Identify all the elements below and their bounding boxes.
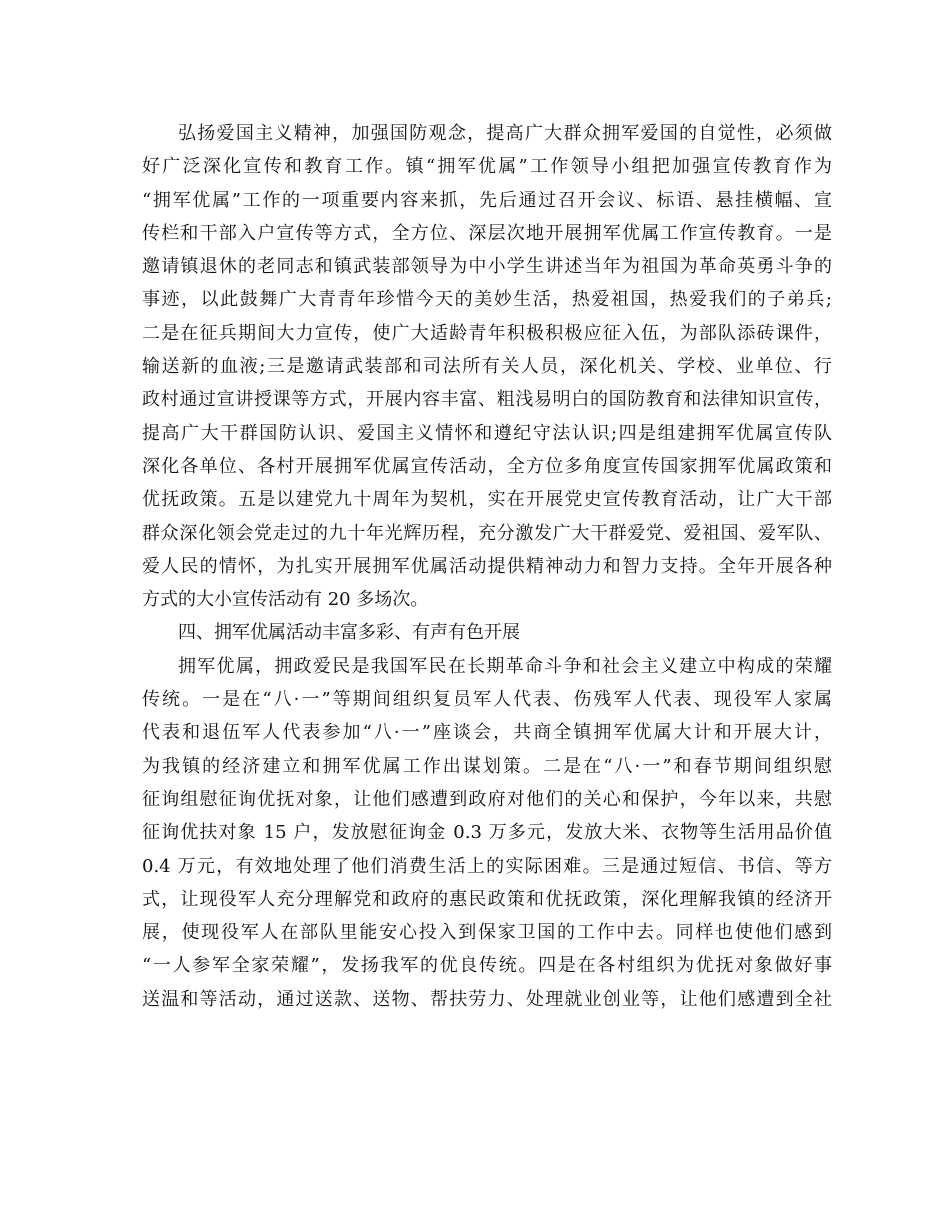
paragraph-line: 传统。一是在“八·一”等期间组织复员军人代表、伤残军人代表、现役军人家属 bbox=[142, 689, 832, 711]
paragraph-line: 政村通过宣讲授课等方式，开展内容丰富、粗浅易明白的国防教育和法律知识宣传， bbox=[142, 389, 832, 411]
paragraph-line: 征询组慰征询优抚对象，让他们感遭到政府对他们的关心和保护，今年以来，共慰 bbox=[142, 788, 832, 810]
paragraph-line: “拥军优属”工作的一项重要内容来抓，先后通过召开会议、标语、悬挂横幅、宣 bbox=[142, 189, 832, 211]
paragraph-line: 代表和退伍军人代表参加“八·一”座谈会，共商全镇拥军优属大计和开展大计， bbox=[142, 722, 832, 744]
paragraph-line: 好广泛深化宣传和教育工作。镇“拥军优属”工作领导小组把加强宣传教育作为 bbox=[142, 156, 832, 178]
paragraph-line: 拥军优属，拥政爱民是我国军民在长期革命斗争和社会主义建立中构成的荣耀 bbox=[178, 655, 832, 677]
paragraph-line: 方式的大小宣传活动有 20 多场次。 bbox=[142, 589, 429, 611]
paragraph-line: 二是在征兵期间大力宣传，使广大适龄青年积极积极应征入伍，为部队添砖课件， bbox=[142, 322, 832, 344]
paragraph-line: 弘扬爱国主义精神，加强国防观念，提高广大群众拥军爱国的自觉性，必须做 bbox=[178, 123, 832, 144]
body-text bbox=[142, 117, 832, 1016]
paragraph-line: 展，使现役军人在部队里能安心投入到保家卫国的工作中去。同样也使他们感到 bbox=[142, 922, 832, 944]
paragraph-line: 式，让现役军人充分理解党和政府的惠民政策和优抚政策，深化理解我镇的经济开 bbox=[142, 888, 832, 910]
paragraph-line: 邀请镇退休的老同志和镇武装部领导为中小学生讲述当年为祖国为革命英勇斗争的 bbox=[142, 256, 832, 278]
paragraph-line: 提高广大干群国防认识、爱国主义情怀和遵纪守法认识;四是组建拥军优属宣传队 bbox=[142, 422, 832, 444]
paragraph-line: 输送新的血液;三是邀请武装部和司法所有关人员，深化机关、学校、业单位、行 bbox=[142, 356, 832, 378]
paragraph-line: 传栏和干部入户宣传等方式，全方位、深层次地开展拥军优属工作宣传教育。一是 bbox=[142, 222, 832, 244]
paragraph-line: 事迹，以此鼓舞广大青青年珍惜今天的美妙生活，热爱祖国，热爱我们的子弟兵; bbox=[142, 289, 832, 311]
paragraph-line: 送温和等活动，通过送款、送物、帮扶劳力、处理就业创业等，让他们感遭到全社 bbox=[142, 988, 832, 1010]
paragraph-line: 为我镇的经济建立和拥军优属工作出谋划策。二是在“八·一”和春节期间组织慰 bbox=[142, 755, 832, 777]
paragraph-line: 0.4 万元，有效地处理了他们消费生活上的实际困难。三是通过短信、书信、等方 bbox=[142, 855, 832, 877]
paragraph-line: 深化各单位、各村开展拥军优属宣传活动，全方位多角度宣传国家拥军优属政策和 bbox=[142, 455, 832, 477]
paragraph-line: 群众深化领会党走过的九十年光辉历程，充分激发广大干群爱党、爱祖国、爱军队、 bbox=[142, 522, 832, 544]
paragraph-line: “一人参军全家荣耀”，发扬我军的优良传统。四是在各村组织为优抚对象做好事 bbox=[142, 955, 832, 977]
section-heading: 四、拥军优属活动丰富多彩、有声有色开展 bbox=[178, 622, 520, 644]
paragraph-line: 爱人民的情怀，为扎实开展拥军优属活动提供精神动力和智力支持。全年开展各种 bbox=[142, 555, 832, 577]
paragraph-line: 优抚政策。五是以建党九十周年为契机，实在开展党史宣传教育活动，让广大干部 bbox=[142, 489, 832, 511]
paragraph-line: 征询优扶对象 15 户，发放慰征询金 0.3 万多元，发放大米、衣物等生活用品价值 bbox=[142, 822, 832, 844]
